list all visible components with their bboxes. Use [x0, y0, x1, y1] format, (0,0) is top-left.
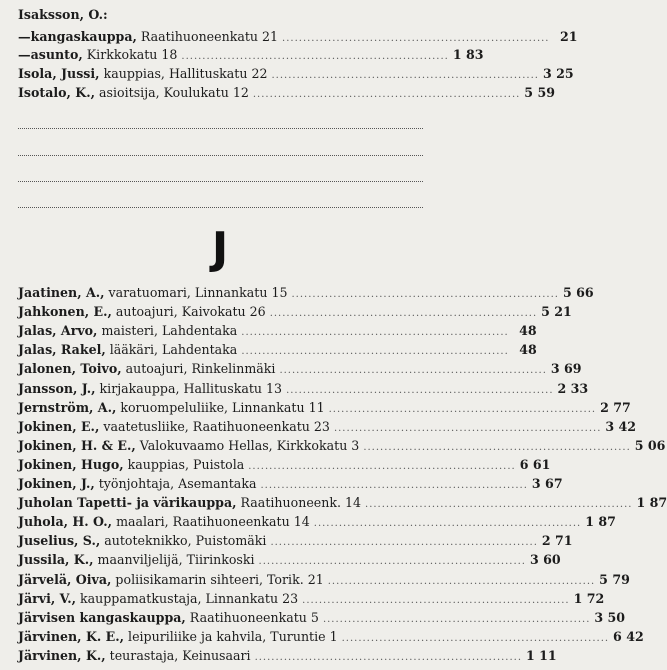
entry-description: vaatetusliike, Raatihuoneenkatu 23: [103, 418, 330, 434]
directory-entry: [18, 609, 626, 627]
entry-description: poliisikamarin sihteeri, Torik. 21: [115, 571, 324, 587]
directory-entry: [18, 513, 616, 531]
leader-dots: ................................................................: [291, 289, 559, 300]
leader-dots: ................................................................: [328, 403, 597, 415]
entry-number: 3 50: [594, 609, 626, 625]
directory-entry: [18, 360, 582, 378]
entry-description: teurastaja, Keinusaari: [109, 647, 251, 663]
directory-entry: [18, 322, 537, 340]
entry-name: Jussila, K.,: [18, 552, 94, 568]
entry-number: 6 61: [519, 456, 551, 472]
directory-entry: [18, 590, 605, 608]
entry-number: 48: [519, 342, 537, 358]
directory-entry: [18, 647, 557, 665]
directory-entry: [18, 571, 630, 589]
entry-number: 5 59: [524, 85, 555, 100]
directory-entry: [18, 456, 551, 474]
entry-name: Jernström, A.,: [18, 399, 117, 415]
entry-description: kauppias, Hallituskatu 22: [103, 66, 268, 81]
leader-dots: ................................................................: [270, 537, 538, 549]
entry-number: 5 79: [599, 571, 630, 587]
directory-entry: [18, 532, 573, 550]
section-letter: J: [211, 223, 229, 274]
directory-entry: [18, 303, 572, 321]
entry-name: —kangaskauppa,: [18, 29, 137, 44]
leader-dots: ................................................................: [241, 346, 509, 358]
leader-dots: ................................................................: [327, 575, 596, 587]
leader-dots: ................................................................: [269, 308, 538, 320]
entry-description: maanviljelijä, Tiirinkoski: [97, 552, 255, 568]
entry-name: Isaksson, O.:: [18, 7, 108, 22]
directory-entry: [18, 84, 555, 102]
leader-dots: ................................................................: [258, 556, 526, 568]
entry-description: Valokuvaamo Hellas, Kirkkokatu 3: [139, 437, 360, 453]
entry-description: varatuomari, Linnankatu 15: [108, 285, 288, 300]
directory-entry: [18, 46, 484, 64]
entry-number: 6 42: [613, 628, 644, 644]
entry-name: Jokinen, E.,: [18, 418, 100, 434]
entry-number: 5 21: [541, 304, 572, 320]
entry-description: Raatihuoneenkatu 21: [140, 29, 279, 44]
leader-dots: ................................................................: [341, 632, 610, 644]
entry-name: Jokinen, J.,: [18, 476, 95, 491]
leader-dots: ................................................................: [363, 441, 631, 453]
leader-dots: ................................................................: [241, 327, 509, 339]
blank-entry-line: [18, 155, 423, 156]
entry-description: kauppias, Puistola: [127, 456, 245, 472]
blank-entry-line: [18, 128, 423, 129]
leader-dots: ................................................................: [260, 480, 528, 491]
entry-name: Järvelä, Oiva,: [18, 571, 112, 587]
entry-description: autoajuri, Kaivokatu 26: [115, 304, 266, 320]
entry-name: Isotalo, K.,: [18, 85, 96, 100]
entry-number: 2 77: [600, 399, 631, 415]
directory-entry: [18, 494, 667, 512]
entry-number: 3 42: [605, 418, 637, 434]
entry-description: maisteri, Lahdentaka: [101, 323, 238, 339]
leader-dots: ................................................................: [322, 613, 591, 625]
blank-entry-line: [18, 181, 423, 182]
entry-number: 5 06: [634, 437, 666, 453]
entry-name: Jalonen, Toivo,: [18, 361, 122, 377]
directory-entry: [18, 284, 594, 302]
entry-number: 1 11: [526, 647, 557, 663]
directory-entry: [18, 418, 637, 436]
leader-dots: ................................................................: [248, 460, 516, 472]
entry-number: 1 83: [452, 47, 484, 62]
leader-dots: ................................................................: [302, 594, 570, 606]
entry-description: lääkäri, Lahdentaka: [109, 342, 238, 358]
leader-dots: ................................................................: [333, 422, 602, 434]
directory-entry: [18, 28, 578, 46]
entry-description: koruompeluliike, Linnankatu 11: [120, 399, 325, 415]
entry-number: 2 71: [541, 533, 573, 549]
entry-name: Jahkonen, E.,: [18, 304, 112, 320]
entry-description: Kirkkokatu 18: [86, 47, 178, 62]
directory-entry: [18, 341, 537, 359]
entry-description: maalari, Raatihuoneenkatu 14: [116, 514, 310, 530]
entry-description: Raatihuoneenk. 14: [240, 495, 362, 511]
entry-description: autoajuri, Rinkelinmäki: [125, 361, 276, 377]
leader-dots: ................................................................: [271, 70, 539, 81]
entry-name: Jokinen, H. & E.,: [18, 437, 136, 453]
entry-description: asioitsija, Koulukatu 12: [99, 85, 249, 100]
entry-name: Jaatinen, A.,: [18, 285, 105, 300]
entry-name: Järvinen, K.,: [18, 647, 106, 663]
entry-number: 48: [519, 323, 537, 339]
leader-dots: ................................................................: [252, 89, 521, 100]
leader-dots: ................................................................: [181, 51, 449, 62]
entry-name: Järvinen, K. E.,: [18, 628, 125, 644]
directory-entry: [18, 380, 589, 398]
entry-name: Isola, Jussi,: [18, 66, 100, 81]
entry-name: Jokinen, Hugo,: [18, 456, 124, 472]
entry-name: Juhola, H. O.,: [18, 514, 113, 530]
entry-name: Jansson, J.,: [18, 380, 96, 396]
entry-number: 1 87: [585, 514, 616, 530]
entry-number: 3 60: [529, 552, 561, 568]
entry-number: 2 33: [557, 380, 589, 396]
leader-dots: ................................................................: [279, 365, 547, 377]
directory-entry: [18, 65, 574, 83]
entry-description: työnjohtaja, Asemantaka: [98, 476, 257, 491]
entry-number: 3 69: [550, 361, 582, 377]
directory-entry: [18, 6, 423, 24]
directory-entry: [18, 551, 561, 569]
entry-description: kirjakauppa, Hallituskatu 13: [99, 380, 283, 396]
entry-description: autoteknikko, Puistomäki: [104, 533, 267, 549]
leader-dots: ................................................................: [286, 384, 554, 396]
entry-number: 1 72: [573, 590, 605, 606]
leader-dots: ................................................................: [313, 518, 582, 530]
blank-entry-line: [18, 207, 423, 208]
entry-description: leipuriliike ja kahvila, Turuntie 1: [128, 628, 338, 644]
entry-name: Jalas, Rakel,: [18, 342, 106, 358]
entry-name: Järvisen kangaskauppa,: [18, 609, 186, 625]
entry-name: Juselius, S.,: [18, 533, 101, 549]
entry-name: Juholan Tapetti- ja värikauppa,: [18, 495, 237, 511]
entry-number: 1 87: [636, 495, 667, 511]
directory-entry: [18, 437, 666, 455]
entry-name: Jalas, Arvo,: [18, 323, 98, 339]
leader-dots: ................................................................: [282, 33, 550, 44]
leader-dots: ................................................................: [254, 651, 523, 663]
directory-entry: [18, 399, 631, 417]
entry-number: 3 67: [531, 476, 563, 491]
entry-number: 5 66: [562, 285, 594, 300]
directory-entry: [18, 475, 563, 493]
entry-description: Raatihuoneenkatu 5: [189, 609, 319, 625]
entry-number: 3 25: [542, 66, 574, 81]
entry-description: kauppamatkustaja, Linnankatu 23: [79, 590, 299, 606]
entry-name: Järvi, V.,: [18, 590, 76, 606]
leader-dots: ................................................................: [365, 499, 633, 511]
entry-number: 21: [559, 29, 578, 44]
directory-entry: [18, 628, 644, 646]
entry-name: —asunto,: [18, 47, 83, 62]
